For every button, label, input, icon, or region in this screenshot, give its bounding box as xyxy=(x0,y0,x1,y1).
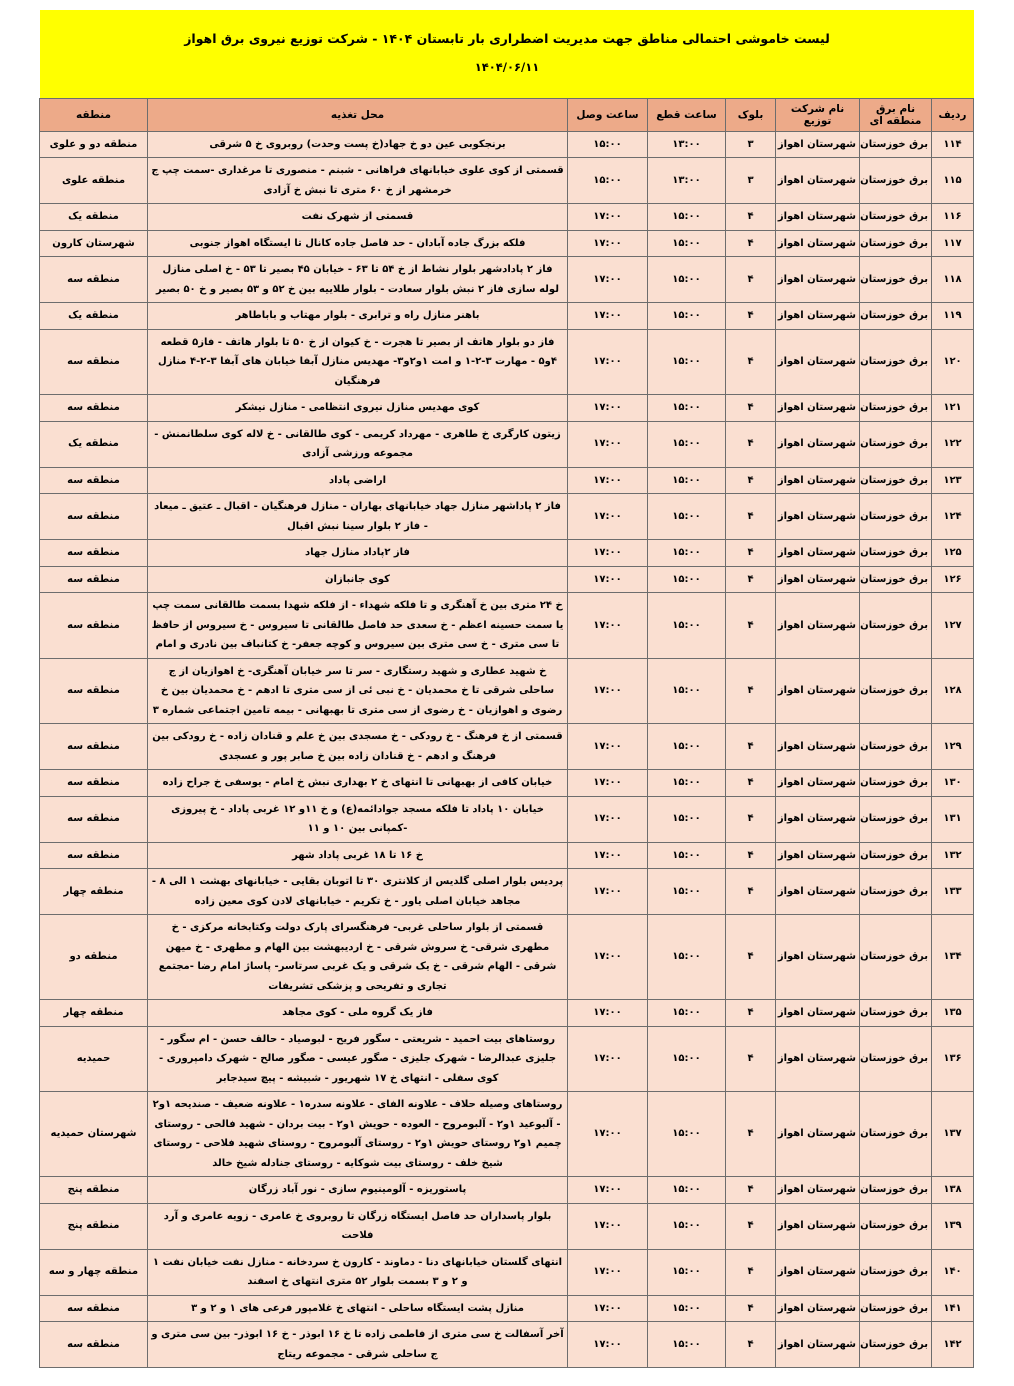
cell-region: منطقه یک xyxy=(40,421,148,467)
cell-row-no: ۱۳۹ xyxy=(932,1203,974,1249)
cell-off-time: ۱۵:۰۰ xyxy=(648,593,726,659)
cell-row-no: ۱۱۶ xyxy=(932,204,974,231)
cell-province: برق خوزستان xyxy=(860,467,932,494)
cell-block: ۴ xyxy=(726,1026,776,1092)
table-row xyxy=(40,566,974,593)
cell-region: منطقه دو xyxy=(40,915,148,1000)
cell-feeder: خیابان کافی از بهبهانی تا انتهای خ ۲ بهداری نبش خ امام - یوسفی خ جراح زاده xyxy=(148,770,568,797)
cell-company: شهرستان اهواز xyxy=(776,1249,860,1295)
cell-region: منطقه سه xyxy=(40,796,148,842)
page-date: ۱۴۰۴/۰۶/۱۱ xyxy=(474,59,540,74)
cell-off-time: ۱۳:۰۰ xyxy=(648,158,726,204)
cell-region: حمیدیه xyxy=(40,1026,148,1092)
cell-province: برق خوزستان xyxy=(860,869,932,915)
cell-feeder: فاز دو بلوار هاتف از بصیر تا هجرت - خ کیوان از خ ۵۰ تا بلوار هاتف - فاز۵ قطعه ۴و۵ - مهارت ۳-۲-۱ و امت ۱و۲و۳- مهدیس منازل آبفا خیابان های آبفا ۳-۲-۴ منازل فرهنگیان xyxy=(148,329,568,395)
cell-block: ۴ xyxy=(726,494,776,540)
cell-on-time: ۱۷:۰۰ xyxy=(568,566,648,593)
cell-off-time: ۱۵:۰۰ xyxy=(648,566,726,593)
cell-feeder: پردیس بلوار اصلی گلدیس از کلانتری ۳۰ تا اتوبان بقایی - خیابانهای بهشت ۱ الی ۸ - مجاهد خیابان اصلی یاور - خ تکریم - خیابانهای لادن کوی معین زاده xyxy=(148,869,568,915)
cell-province: برق خوزستان xyxy=(860,658,932,724)
cell-off-time: ۱۵:۰۰ xyxy=(648,1203,726,1249)
cell-off-time: ۱۵:۰۰ xyxy=(648,724,726,770)
cell-feeder: کوی جانبازان xyxy=(148,566,568,593)
cell-company: شهرستان اهواز xyxy=(776,1000,860,1027)
cell-row-no: ۱۳۵ xyxy=(932,1000,974,1027)
cell-region: منطقه سه xyxy=(40,593,148,659)
cell-feeder: خ ۲۴ متری بین خ آهنگری و تا فلکه شهداء - از فلکه شهدا بسمت طالقانی سمت چپ یا سمت حسینه اعظم - خ سعدی حد فاصل طالقانی تا سیروس - خ سیروس از حافظ تا سی متری - خ سی متری بین سیروس و کوچه جعفر- خ کتانباف بین نادری و امام xyxy=(148,593,568,659)
cell-on-time: ۱۷:۰۰ xyxy=(568,724,648,770)
cell-on-time: ۱۷:۰۰ xyxy=(568,1295,648,1322)
cell-feeder: خ ۱۶ تا ۱۸ غربی پاداد شهر xyxy=(148,842,568,869)
cell-province: برق خوزستان xyxy=(860,421,932,467)
cell-province: برق خوزستان xyxy=(860,724,932,770)
cell-off-time: ۱۵:۰۰ xyxy=(648,540,726,567)
cell-row-no: ۱۳۸ xyxy=(932,1177,974,1204)
cell-company: شهرستان اهواز xyxy=(776,1092,860,1177)
cell-region: منطقه سه xyxy=(40,395,148,422)
cell-block: ۴ xyxy=(726,329,776,395)
cell-company: شهرستان اهواز xyxy=(776,593,860,659)
cell-on-time: ۱۷:۰۰ xyxy=(568,593,648,659)
cell-province: برق خوزستان xyxy=(860,131,932,158)
table-row xyxy=(40,540,974,567)
cell-on-time: ۱۷:۰۰ xyxy=(568,869,648,915)
cell-region: منطقه سه xyxy=(40,467,148,494)
cell-row-no: ۱۲۰ xyxy=(932,329,974,395)
cell-off-time: ۱۵:۰۰ xyxy=(648,494,726,540)
cell-province: برق خوزستان xyxy=(860,329,932,395)
cell-feeder: قسمتی از شهرک نفت xyxy=(148,204,568,231)
cell-block: ۴ xyxy=(726,230,776,257)
cell-company: شهرستان اهواز xyxy=(776,1295,860,1322)
cell-region: منطقه سه xyxy=(40,329,148,395)
table-row xyxy=(40,467,974,494)
cell-region: منطقه سه xyxy=(40,1322,148,1368)
cell-feeder: روستاهای وصیله حلاف - علاونه الفای - علاونه سدره۱ - علاونه ضعیف - صندیحه ۱و۲ - آلبوعید ۱و۲ - آلبومروح - العوده - حویش ۱و۲ - بیت بردان - شهید فالحی - روستای چمیم ۱و۲ روستای حویش ۱و۲ - روستای آلبومروح - روستای شهید فلاحی - روستای شیخ خلف - روستای بیت شوکایه - روستای جنادله شیخ خالد xyxy=(148,1092,568,1177)
table-header-row xyxy=(40,98,974,131)
cell-feeder: فاز یک گروه ملی - کوی مجاهد xyxy=(148,1000,568,1027)
cell-region: منطقه چهار xyxy=(40,869,148,915)
cell-row-no: ۱۴۲ xyxy=(932,1322,974,1368)
cell-region: منطقه چهار xyxy=(40,1000,148,1027)
cell-off-time: ۱۵:۰۰ xyxy=(648,329,726,395)
table-row xyxy=(40,204,974,231)
cell-company: شهرستان اهواز xyxy=(776,257,860,303)
cell-province: برق خوزستان xyxy=(860,796,932,842)
cell-row-no: ۱۳۷ xyxy=(932,1092,974,1177)
cell-region: منطقه سه xyxy=(40,540,148,567)
cell-feeder: فاز ۲پاداد منازل جهاد xyxy=(148,540,568,567)
cell-row-no: ۱۲۸ xyxy=(932,658,974,724)
cell-province: برق خوزستان xyxy=(860,1249,932,1295)
cell-block: ۴ xyxy=(726,915,776,1000)
cell-row-no: ۱۳۲ xyxy=(932,842,974,869)
cell-off-time: ۱۵:۰۰ xyxy=(648,395,726,422)
cell-block: ۳ xyxy=(726,158,776,204)
cell-off-time: ۱۵:۰۰ xyxy=(648,796,726,842)
cell-on-time: ۱۷:۰۰ xyxy=(568,204,648,231)
cell-company: شهرستان اهواز xyxy=(776,158,860,204)
cell-feeder: منازل پشت ایستگاه ساحلی - انتهای خ غلامپور فرعی های ۱ و ۲ و ۳ xyxy=(148,1295,568,1322)
table-row xyxy=(40,1295,974,1322)
cell-on-time: ۱۷:۰۰ xyxy=(568,1322,648,1368)
cell-province: برق خوزستان xyxy=(860,1177,932,1204)
cell-block: ۴ xyxy=(726,869,776,915)
cell-on-time: ۱۷:۰۰ xyxy=(568,421,648,467)
cell-company: شهرستان اهواز xyxy=(776,566,860,593)
cell-company: شهرستان اهواز xyxy=(776,421,860,467)
cell-on-time: ۱۷:۰۰ xyxy=(568,796,648,842)
cell-on-time: ۱۷:۰۰ xyxy=(568,915,648,1000)
column-header-region: منطقه xyxy=(40,98,148,131)
cell-province: برق خوزستان xyxy=(860,1203,932,1249)
cell-off-time: ۱۵:۰۰ xyxy=(648,204,726,231)
cell-feeder: قسمتی از کوی علوی خیابانهای فراهانی - شبنم - منصوری تا مرغداری -سمت چپ ج خرمشهر از خ ۶۰ متری تا نبش خ آزادی xyxy=(148,158,568,204)
cell-region: شهرستان کارون xyxy=(40,230,148,257)
cell-off-time: ۱۳:۰۰ xyxy=(648,131,726,158)
cell-feeder: برنجکوبی عین دو خ جهاد(خ پست وحدت) روبروی خ ۵ شرقی xyxy=(148,131,568,158)
cell-off-time: ۱۵:۰۰ xyxy=(648,1026,726,1092)
cell-province: برق خوزستان xyxy=(860,566,932,593)
table-row xyxy=(40,131,974,158)
outage-table xyxy=(39,98,974,1369)
table-row xyxy=(40,1203,974,1249)
cell-region: منطقه سه xyxy=(40,494,148,540)
cell-region: منطقه دو و علوی xyxy=(40,131,148,158)
cell-company: شهرستان اهواز xyxy=(776,724,860,770)
cell-company: شهرستان اهواز xyxy=(776,1203,860,1249)
cell-company: شهرستان اهواز xyxy=(776,915,860,1000)
cell-block: ۴ xyxy=(726,395,776,422)
cell-company: شهرستان اهواز xyxy=(776,1322,860,1368)
cell-row-no: ۱۳۰ xyxy=(932,770,974,797)
cell-block: ۴ xyxy=(726,204,776,231)
cell-row-no: ۱۲۲ xyxy=(932,421,974,467)
cell-company: شهرستان اهواز xyxy=(776,796,860,842)
cell-region: منطقه یک xyxy=(40,204,148,231)
cell-feeder: فلکه بزرگ جاده آبادان - حد فاصل جاده کانال تا ایستگاه اهواز جنوبی xyxy=(148,230,568,257)
cell-company: شهرستان اهواز xyxy=(776,494,860,540)
table-row xyxy=(40,1322,974,1368)
cell-company: شهرستان اهواز xyxy=(776,770,860,797)
cell-province: برق خوزستان xyxy=(860,1026,932,1092)
cell-feeder: قسمتی از خ فرهنگ - خ رودکی - خ مسجدی بین خ علم و قنادان زاده - خ رودکی بین فرهنگ و ادهم - خ قنادان زاده بین خ صابر پور و عسجدی xyxy=(148,724,568,770)
cell-row-no: ۱۳۴ xyxy=(932,915,974,1000)
table-row xyxy=(40,1249,974,1295)
table-row xyxy=(40,1026,974,1092)
table-row xyxy=(40,329,974,395)
column-header-row-no: ردیف xyxy=(932,98,974,131)
cell-region: منطقه علوی xyxy=(40,158,148,204)
cell-on-time: ۱۷:۰۰ xyxy=(568,1092,648,1177)
cell-off-time: ۱۵:۰۰ xyxy=(648,1322,726,1368)
cell-on-time: ۱۷:۰۰ xyxy=(568,842,648,869)
table-row xyxy=(40,724,974,770)
table-row xyxy=(40,1000,974,1027)
cell-company: شهرستان اهواز xyxy=(776,329,860,395)
cell-block: ۴ xyxy=(726,1295,776,1322)
cell-company: شهرستان اهواز xyxy=(776,540,860,567)
table-row xyxy=(40,658,974,724)
cell-block: ۴ xyxy=(726,1203,776,1249)
cell-province: برق خوزستان xyxy=(860,303,932,330)
table-row xyxy=(40,494,974,540)
cell-region: منطقه سه xyxy=(40,566,148,593)
cell-on-time: ۱۷:۰۰ xyxy=(568,467,648,494)
cell-row-no: ۱۱۴ xyxy=(932,131,974,158)
cell-block: ۴ xyxy=(726,658,776,724)
table-row xyxy=(40,915,974,1000)
table-row xyxy=(40,395,974,422)
page-title: لیست خاموشی احتمالی مناطق جهت مدیریت اضطراری بار تابستان ۱۴۰۴ - شرکت توزیع نیروی برق اهواز xyxy=(184,31,830,46)
table-row xyxy=(40,796,974,842)
cell-row-no: ۱۱۸ xyxy=(932,257,974,303)
cell-feeder: کوی مهدیس منازل نیروی انتظامی - منازل نیشکر xyxy=(148,395,568,422)
cell-feeder: زیتون کارگری خ طاهری - مهرداد کریمی - کوی طالقانی - خ لاله کوی سلطانمنش - مجموعه ورزشی آزادی xyxy=(148,421,568,467)
cell-province: برق خوزستان xyxy=(860,230,932,257)
cell-company: شهرستان اهواز xyxy=(776,204,860,231)
cell-on-time: ۱۷:۰۰ xyxy=(568,494,648,540)
cell-region: منطقه یک xyxy=(40,303,148,330)
cell-company: شهرستان اهواز xyxy=(776,467,860,494)
cell-off-time: ۱۵:۰۰ xyxy=(648,230,726,257)
cell-on-time: ۱۷:۰۰ xyxy=(568,257,648,303)
cell-company: شهرستان اهواز xyxy=(776,230,860,257)
table-row xyxy=(40,421,974,467)
cell-off-time: ۱۵:۰۰ xyxy=(648,658,726,724)
cell-row-no: ۱۲۹ xyxy=(932,724,974,770)
cell-province: برق خوزستان xyxy=(860,158,932,204)
table-row xyxy=(40,303,974,330)
cell-feeder: انتهای گلستان خیابانهای دنا - دماوند - کارون خ سردخانه - منازل نفت خیابان نفت ۱ و ۲ و ۳ بسمت بلوار ۵۲ متری انتهای خ اسفند xyxy=(148,1249,568,1295)
cell-company: شهرستان اهواز xyxy=(776,303,860,330)
table-row xyxy=(40,869,974,915)
cell-province: برق خوزستان xyxy=(860,1322,932,1368)
table-row xyxy=(40,257,974,303)
cell-off-time: ۱۵:۰۰ xyxy=(648,1000,726,1027)
cell-on-time: ۱۷:۰۰ xyxy=(568,1026,648,1092)
cell-company: شهرستان اهواز xyxy=(776,1026,860,1092)
cell-block: ۴ xyxy=(726,566,776,593)
cell-feeder: پاستوریزه - آلومینیوم سازی - نور آباد زرگان xyxy=(148,1177,568,1204)
table-row xyxy=(40,158,974,204)
cell-block: ۴ xyxy=(726,1177,776,1204)
cell-block: ۴ xyxy=(726,1092,776,1177)
column-header-feeder: محل تغذیه xyxy=(148,98,568,131)
table-row xyxy=(40,842,974,869)
cell-off-time: ۱۵:۰۰ xyxy=(648,1295,726,1322)
cell-feeder: فاز ۲ پادادشهر بلوار نشاط از خ ۵۴ تا ۶۳ - خیابان ۴۵ بصیر تا ۵۳ - خ اصلی منازل لوله سازی فاز ۲ نبش بلوار سعادت - بلوار طلاییه بین خ ۵۲ و ۵۳ بصیر و خ ۵۰ بصیر xyxy=(148,257,568,303)
cell-off-time: ۱۵:۰۰ xyxy=(648,770,726,797)
cell-on-time: ۱۵:۰۰ xyxy=(568,158,648,204)
cell-company: شهرستان اهواز xyxy=(776,869,860,915)
cell-row-no: ۱۲۱ xyxy=(932,395,974,422)
cell-region: شهرستان حمیدیه xyxy=(40,1092,148,1177)
cell-feeder: باهنر منازل راه و ترابری - بلوار مهتاب و باباطاهر xyxy=(148,303,568,330)
cell-block: ۴ xyxy=(726,540,776,567)
cell-row-no: ۱۱۷ xyxy=(932,230,974,257)
cell-off-time: ۱۵:۰۰ xyxy=(648,842,726,869)
cell-block: ۴ xyxy=(726,303,776,330)
cell-off-time: ۱۵:۰۰ xyxy=(648,1092,726,1177)
cell-off-time: ۱۵:۰۰ xyxy=(648,421,726,467)
cell-row-no: ۱۲۳ xyxy=(932,467,974,494)
cell-feeder: فاز ۲ پاداشهر منازل جهاد خیابانهای بهاران - منازل فرهنگیان - اقبال ـ عتیق ـ میعاد - فاز ۲ بلوار سینا نبش اقبال xyxy=(148,494,568,540)
cell-on-time: ۱۷:۰۰ xyxy=(568,395,648,422)
cell-on-time: ۱۷:۰۰ xyxy=(568,540,648,567)
cell-company: شهرستان اهواز xyxy=(776,1177,860,1204)
cell-company: شهرستان اهواز xyxy=(776,842,860,869)
cell-region: منطقه پنج xyxy=(40,1177,148,1204)
cell-row-no: ۱۲۶ xyxy=(932,566,974,593)
cell-feeder: روستاهای بیت احمید - شریعتی - سگور فریح - لبوصیاد - حالف حسن - ام سگور - جلیزی عبدالرضا - شهرک جلیزی - صگور عیسی - صگور صالح - شهرک دامپروری - کوی سفلی - انتهای خ ۱۷ شهریور - شبیشه - پیچ سیدجابر xyxy=(148,1026,568,1092)
cell-row-no: ۱۱۵ xyxy=(932,158,974,204)
cell-row-no: ۱۴۰ xyxy=(932,1249,974,1295)
cell-block: ۴ xyxy=(726,1322,776,1368)
cell-on-time: ۱۷:۰۰ xyxy=(568,303,648,330)
cell-row-no: ۱۴۱ xyxy=(932,1295,974,1322)
cell-feeder: اراضی پاداد xyxy=(148,467,568,494)
cell-off-time: ۱۵:۰۰ xyxy=(648,1249,726,1295)
cell-off-time: ۱۵:۰۰ xyxy=(648,869,726,915)
cell-region: منطقه سه xyxy=(40,1295,148,1322)
cell-row-no: ۱۱۹ xyxy=(932,303,974,330)
cell-block: ۳ xyxy=(726,131,776,158)
cell-block: ۴ xyxy=(726,467,776,494)
cell-feeder: آخر آسفالت خ سی متری از فاطمی زاده تا خ ۱۶ ابوذر - خ ۱۶ ابوذر- بین سی متری و ج ساحلی شرقی - مجموعه ریتاج xyxy=(148,1322,568,1368)
cell-off-time: ۱۵:۰۰ xyxy=(648,1177,726,1204)
cell-on-time: ۱۷:۰۰ xyxy=(568,1203,648,1249)
cell-company: شهرستان اهواز xyxy=(776,131,860,158)
cell-region: منطقه سه xyxy=(40,770,148,797)
cell-province: برق خوزستان xyxy=(860,494,932,540)
cell-province: برق خوزستان xyxy=(860,770,932,797)
table-row xyxy=(40,230,974,257)
cell-row-no: ۱۳۳ xyxy=(932,869,974,915)
cell-block: ۴ xyxy=(726,842,776,869)
column-header-off-time: ساعت قطع xyxy=(648,98,726,131)
cell-province: برق خوزستان xyxy=(860,842,932,869)
cell-block: ۴ xyxy=(726,1000,776,1027)
table-row xyxy=(40,1177,974,1204)
column-header-company: نام شرکت توزیع xyxy=(776,98,860,131)
cell-province: برق خوزستان xyxy=(860,915,932,1000)
cell-block: ۴ xyxy=(726,257,776,303)
cell-province: برق خوزستان xyxy=(860,395,932,422)
cell-row-no: ۱۲۴ xyxy=(932,494,974,540)
document-title-band xyxy=(40,10,974,98)
cell-region: منطقه سه xyxy=(40,658,148,724)
cell-province: برق خوزستان xyxy=(860,204,932,231)
cell-region: منطقه سه xyxy=(40,724,148,770)
cell-feeder: بلوار پاسداران حد فاصل ایستگاه زرگان تا روبروی خ عامری - زویه عامری و آرد فلاحت xyxy=(148,1203,568,1249)
cell-feeder: خ شهید عطاری و شهید رستگاری - سر تا سر خیابان آهنگری- خ اهوازیان از ج ساحلی شرقی تا خ محمدیان - خ نبی ئی از سی متری تا ادهم - خ محمدیان بین خ رضوی و اهوازیان - خ رضوی از سی متری تا بهبهانی - بیمه تامین اجتماعی شماره ۳ xyxy=(148,658,568,724)
cell-on-time: ۱۷:۰۰ xyxy=(568,658,648,724)
cell-block: ۴ xyxy=(726,770,776,797)
cell-company: شهرستان اهواز xyxy=(776,658,860,724)
cell-province: برق خوزستان xyxy=(860,257,932,303)
cell-row-no: ۱۳۶ xyxy=(932,1026,974,1092)
cell-on-time: ۱۷:۰۰ xyxy=(568,1177,648,1204)
cell-block: ۴ xyxy=(726,421,776,467)
cell-on-time: ۱۷:۰۰ xyxy=(568,1249,648,1295)
cell-on-time: ۱۷:۰۰ xyxy=(568,770,648,797)
table-body xyxy=(40,131,974,1368)
column-header-province: نام برق منطقه ای xyxy=(860,98,932,131)
cell-region: منطقه چهار و سه xyxy=(40,1249,148,1295)
table-header xyxy=(40,98,974,131)
cell-feeder: قسمتی از بلوار ساحلی غربی- فرهنگسرای پارک دولت وکتابخانه مرکزی - خ مطهری شرقی- خ سروش شرقی - خ اردیبهشت بین الهام و مطهری - خ میهن شرقی - الهام شرقی - خ یک شرقی و یک غربی سرتاسر- پاساژ امام رضا -مجتمع تجاری و تفریحی و پزشکی تشریفات xyxy=(148,915,568,1000)
cell-province: برق خوزستان xyxy=(860,593,932,659)
cell-off-time: ۱۵:۰۰ xyxy=(648,915,726,1000)
cell-block: ۴ xyxy=(726,724,776,770)
cell-off-time: ۱۵:۰۰ xyxy=(648,303,726,330)
cell-region: منطقه سه xyxy=(40,257,148,303)
cell-row-no: ۱۲۵ xyxy=(932,540,974,567)
cell-block: ۴ xyxy=(726,1249,776,1295)
cell-on-time: ۱۷:۰۰ xyxy=(568,329,648,395)
cell-row-no: ۱۳۱ xyxy=(932,796,974,842)
cell-province: برق خوزستان xyxy=(860,1295,932,1322)
cell-off-time: ۱۵:۰۰ xyxy=(648,257,726,303)
cell-on-time: ۱۷:۰۰ xyxy=(568,230,648,257)
cell-row-no: ۱۲۷ xyxy=(932,593,974,659)
cell-province: برق خوزستان xyxy=(860,540,932,567)
column-header-block: بلوک xyxy=(726,98,776,131)
cell-off-time: ۱۵:۰۰ xyxy=(648,467,726,494)
column-header-on-time: ساعت وصل xyxy=(568,98,648,131)
cell-region: منطقه پنج xyxy=(40,1203,148,1249)
cell-province: برق خوزستان xyxy=(860,1000,932,1027)
table-row xyxy=(40,593,974,659)
cell-region: منطقه سه xyxy=(40,842,148,869)
table-row xyxy=(40,1092,974,1177)
cell-on-time: ۱۵:۰۰ xyxy=(568,131,648,158)
table-row xyxy=(40,770,974,797)
cell-block: ۴ xyxy=(726,593,776,659)
cell-feeder: خیابان ۱۰ پاداد تا فلکه مسجد جوادائمه(ع) و خ ۱۱و ۱۲ غربی پاداد - خ پیروزی -کمپانی بین ۱۰ و ۱۱ xyxy=(148,796,568,842)
cell-province: برق خوزستان xyxy=(860,1092,932,1177)
cell-on-time: ۱۷:۰۰ xyxy=(568,1000,648,1027)
cell-block: ۴ xyxy=(726,796,776,842)
cell-company: شهرستان اهواز xyxy=(776,395,860,422)
